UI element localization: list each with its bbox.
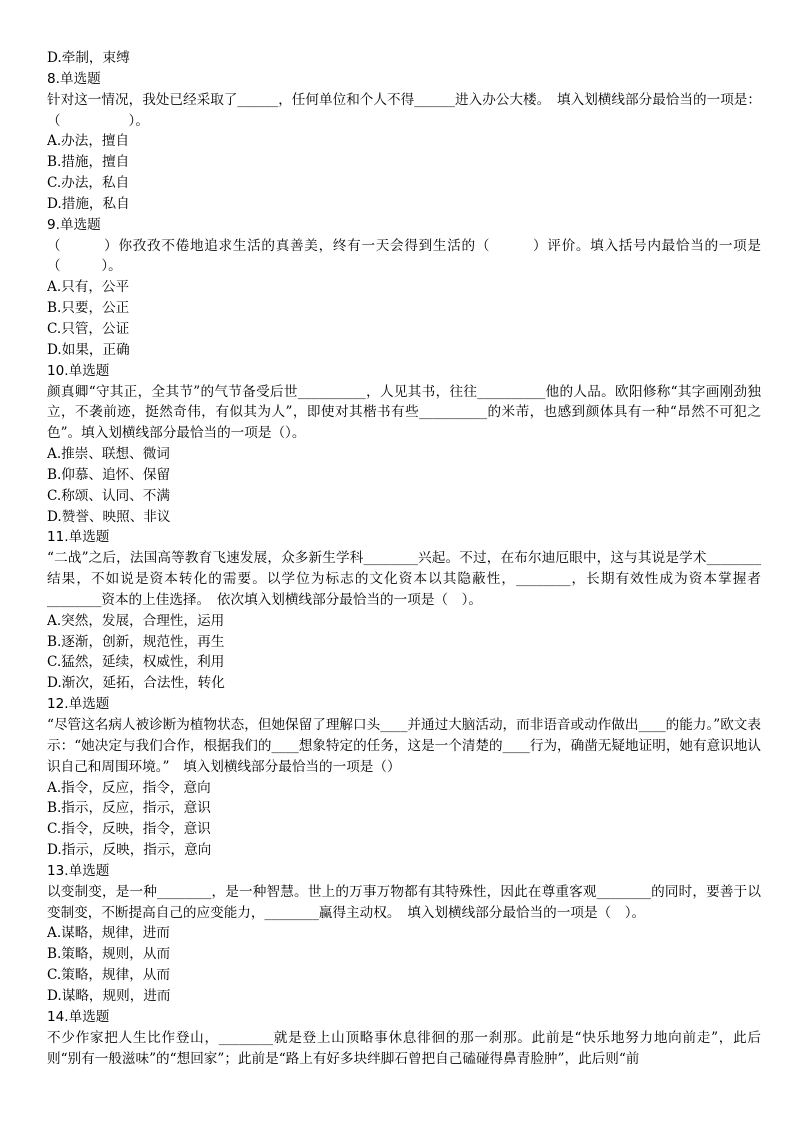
question-stem: （ ）你孜孜不倦地追求生活的真善美，终有一天会得到生活的（ ）评价。填入括号内最恰当的一项是（ ）。 [47,237,761,275]
option-b: B.只要，公正 [47,300,130,317]
option-d: D.措施，私自 [47,195,130,212]
option-b: B.仰慕、追怀、保留 [47,466,171,483]
option-a: A.突然，发展，合理性，运用 [47,612,225,629]
option-d: D.谋略，规则，进而 [47,987,171,1004]
question-header: 14.单选题 [47,1008,110,1025]
option-a: A.指令，反应，指令，意向 [47,779,211,796]
option-c: C.猛然，延续，权威性，利用 [47,654,225,671]
option-c: C.办法，私自 [47,175,130,192]
question-10 [47,361,761,528]
question-stem: 不少作家把人生比作登山，________就是登上山顶略事休息徘徊的那一刹那。此前是“快乐地努力地向前走”，此后则“别有一般滋味”的“想回家”；此前是“路上有好多块绊脚石曾把自己磕碰得鼻青脸肿”，此后则“前 [47,1029,761,1067]
question-header: 13.单选题 [47,862,110,879]
option-c: C.称颂、认同、不满 [47,487,170,504]
option-d: D.赞誉、映照、非议 [47,508,171,525]
question-stem: “二战”之后，法国高等教育飞速发展，众多新生学科________兴起。不过，在布尔迪厄眼中，这与其说是学术________结果，不如说是资本转化的需要。以学位为标志的文化资本以其隐蔽性，________，长期有效性成为资本掌握者________资本的上佳选择。 依次填入划横线部分最恰当的一项是（ ）。 [47,550,761,608]
previous-option-d: D.牵制，束缚 [47,50,130,66]
question-stem: 颜真卿“守其正，全其节”的气节备受后世__________，人见其书，往往__________他的人品。欧阳修称“其字画刚劲独立，不袭前迹，挺然奇伟，有似其为人”，即使对其楷书有些__________的米芾，也感到颜体具有一种“昂然不可犯之色”。填入划横线部分最恰当的一项是（）。 [47,383,761,442]
question-header: 12.单选题 [47,696,110,713]
question-14 [47,1007,761,1070]
question-11 [47,527,761,694]
option-c: C.策略，规律，从而 [47,967,170,984]
question-header: 10.单选题 [47,362,110,379]
option-b: B.措施，擅自 [47,154,130,171]
option-a: A.只有，公平 [47,279,130,296]
question-header: 9.单选题 [47,216,101,233]
option-d: D.指示，反映，指示，意向 [47,842,212,859]
question-header: 11.单选题 [47,529,110,546]
option-d: D.如果，正确 [47,341,130,358]
option-d: D.渐次，延拓，合法性，转化 [47,675,225,692]
question-header: 8.单选题 [47,70,101,87]
option-a: A.谋略，规律，进而 [47,925,170,942]
option-c: C.只管，公证 [47,320,130,337]
option-c: C.指令，反映，指令，意识 [47,821,211,838]
question-9 [47,215,761,361]
question-13 [47,861,761,1007]
question-8 [47,69,761,215]
document-page [47,48,761,1069]
option-b: B.策略，规则，从而 [47,946,171,963]
option-b: B.指示，反应，指示，意识 [47,800,211,817]
option-a: A.推崇、联想、微词 [47,446,170,463]
option-a: A.办法，擅自 [47,133,130,150]
question-12 [47,694,761,861]
question-stem: 针对这一情况，我处已经采取了______，任何单位和个人不得______进入办公大楼。 填入划横线部分最恰当的一项是：（ ）。 [47,91,761,129]
question-stem: “尽管这名病人被诊断为植物状态，但她保留了理解口头____并通过大脑活动，而非语音或动作做出____的能力。”欧文表示：“她决定与我们合作，根据我们的____想象特定的任务，这是一个清楚的____行为，确凿无疑地证明，她有意识地认识自己和周围环境。” 填入划横线部分最恰当的一项是（） [47,717,761,775]
question-stem: 以变制变，是一种________，是一种智慧。世上的万事万物都有其特殊性，因此在尊重客观________的同时，要善于以变制变，不断提高自己的应变能力，________赢得主动权。 填入划横线部分最恰当的一项是（ ）。 [47,883,761,921]
option-b: B.逐渐，创新，规范性，再生 [47,633,225,650]
